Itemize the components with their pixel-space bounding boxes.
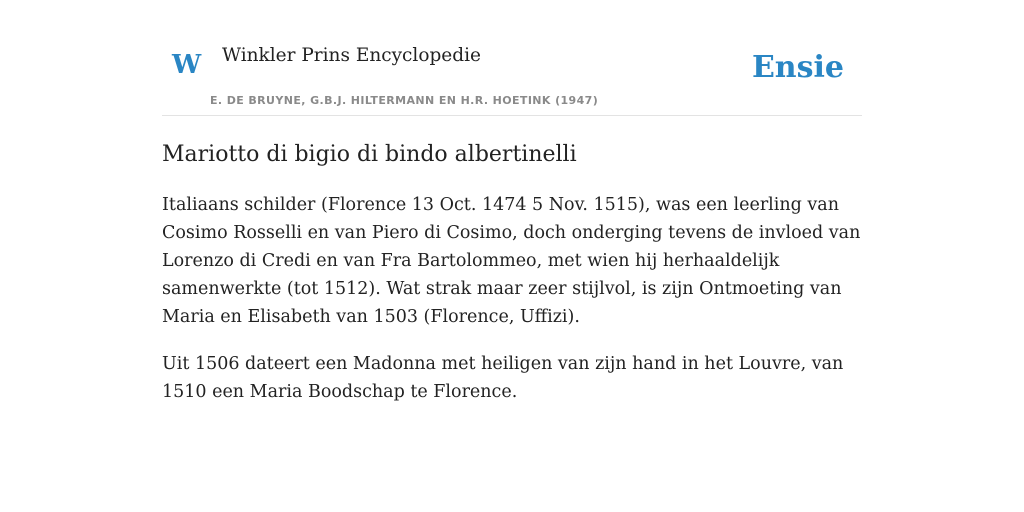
publication-header: [162, 0, 862, 116]
ensie-brand-link[interactable]: Ensie: [751, 50, 844, 85]
publication-authors: E. DE BRUYNE, G.B.J. HILTERMANN EN H.R. HOETINK (1947): [210, 94, 599, 107]
publication-logo[interactable]: W: [172, 50, 202, 80]
article-paragraph: Italiaans schilder (Florence 13 Oct. 1474 5 Nov. 1515), was een leerling van Cosimo Rosselli en van Piero di Cosimo, doch onderging tevens de invloed van Lorenzo di Credi en van Fra Bartolommeo, met wien hij herhaaldelijk samenwerkte (tot 1512). Wat strak maar zeer stijlvol, is zijn Ontmoeting van Maria en Elisabeth van 1503 (Florence, Uffizi).: [162, 195, 861, 327]
article-title: Mariotto di bigio di bindo albertinelli: [162, 142, 577, 167]
article-body: [162, 191, 866, 406]
publication-title[interactable]: Winkler Prins Encyclopedie: [222, 45, 481, 66]
article-paragraph: Uit 1506 dateert een Madonna met heiligen van zijn hand in het Louvre, van 1510 een Maria Boodschap te Florence.: [162, 354, 844, 402]
article: [162, 140, 866, 406]
